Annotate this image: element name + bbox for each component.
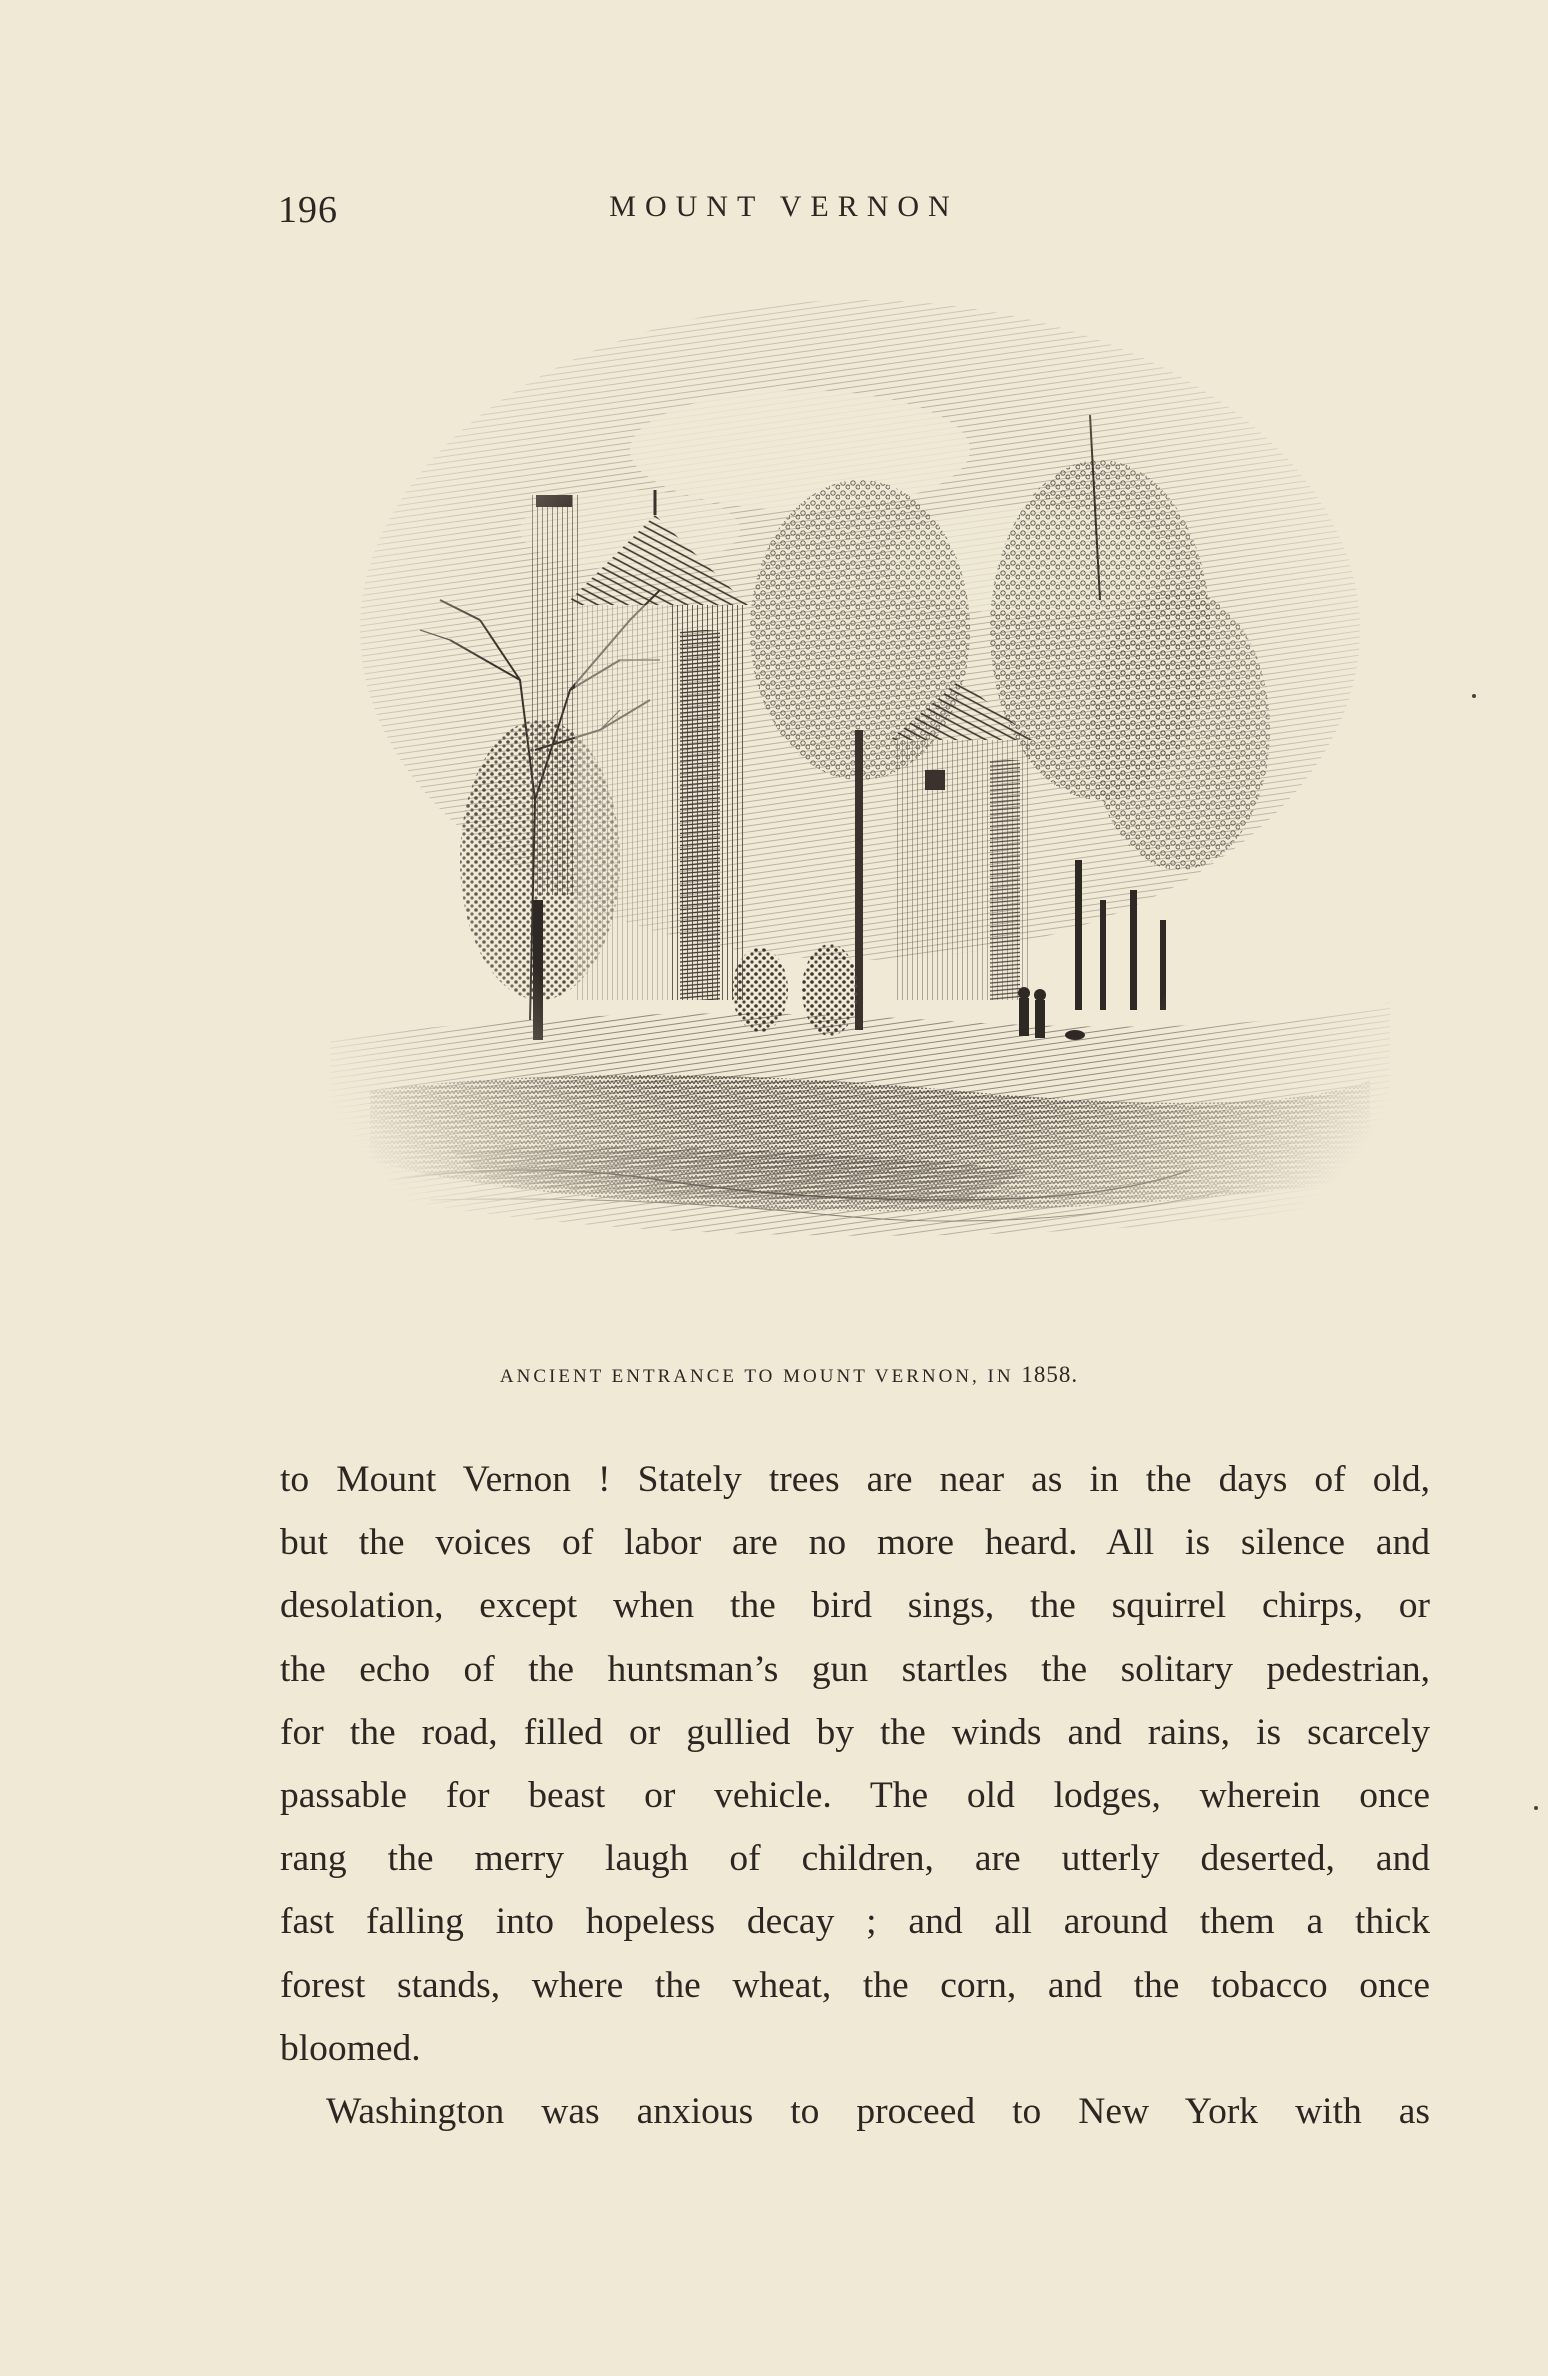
running-title: MOUNT VERNON (609, 190, 959, 223)
page-number: 196 (278, 189, 338, 231)
text-line: fast falling into hopeless decay ; and all around them a thick (280, 1901, 1430, 1943)
text-line: desolation, except when the bird sings, the squirrel chirps, or (280, 1585, 1430, 1627)
text-line: the echo of the huntsman’s gun startles the solitary pedestrian, (280, 1648, 1430, 1690)
body-text (280, 1448, 1430, 2143)
caption-text: ANCIENT ENTRANCE TO MOUNT VERNON, IN (499, 1366, 1014, 1387)
text-line: forest stands, where the wheat, the corn, and the tobacco once (280, 1964, 1430, 2006)
text-line: but the voices of labor are no more heard. All is silence and (280, 1522, 1430, 1564)
paper-speck (1534, 1806, 1538, 1810)
text-line: passable for beast or vehicle. The old lodges, wherein once (280, 1775, 1430, 1817)
text-line: rang the merry laugh of children, are utterly deserted, and (280, 1838, 1430, 1880)
engraving-illustration (330, 300, 1390, 1340)
text-line: Washington was anxious to proceed to New York with as (326, 2091, 1430, 2133)
illustration-caption (0, 1362, 1548, 1388)
caption-year: 1858. (1021, 1362, 1079, 1387)
text-line: for the road, filled or gullied by the winds and rains, is scarcely (280, 1711, 1430, 1753)
text-line: bloomed. (280, 2027, 421, 2069)
paper-speck (1472, 694, 1476, 698)
text-line: to Mount Vernon ! Stately trees are near as in the days of old, (280, 1459, 1430, 1500)
